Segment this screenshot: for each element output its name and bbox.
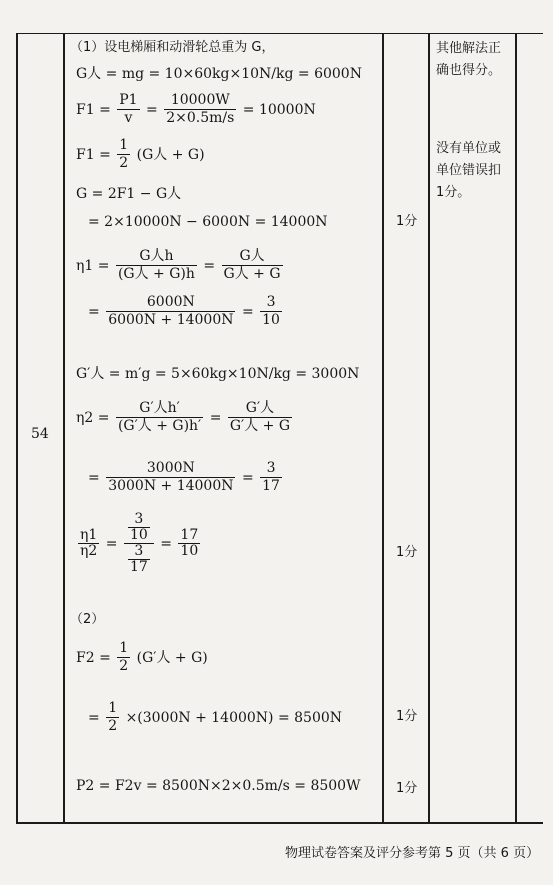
eq-p2: P2 = F2v = 8500N×2×0.5m/s = 8500W [76,778,361,794]
eq-g-person: G人 = mg = 10×60kg×10N/kg = 6000N [76,66,362,82]
eq-eta2: η2 = $\frac{\text{G′人h′}}{\text{(G′人 + G)h′}}$ = $\frac{\text{G′人}}{\text{G′人 + G}}$ [76,400,291,434]
col-divider-1 [63,33,65,823]
eq-f2-calc: = $\frac{1}{2}$ ×(3000N + 14000N) = 8500N [88,700,343,734]
score-3: 1分 [396,709,418,724]
note-unit-1: 没有单位或 [436,141,502,156]
table-left-border [16,33,18,823]
eq-eta2-value: = $\frac{3000N}{3000N + 14000N}$ = $\frac{3}{17}$ [88,460,280,494]
table-bottom-border [16,822,543,824]
note-alt-method-2: 确也得分。 [436,63,502,78]
col-divider-3 [428,33,430,823]
eq-g-calc: = 2×10000N − 6000N = 14000N [88,214,328,230]
note-unit-3: 1分。 [436,185,471,200]
page-footer: 物理试卷答案及评分参考第 5 页（共 6 页） [285,846,540,861]
eq-eta-ratio: $\frac{\eta 1}{\eta 2}$ = $\frac{\frac{3}{10}}{\frac{3}{17}}$ = $\frac{17}{10}$ [80,511,199,575]
eq-f1-half: F1 = $\frac{1}{2}$ (G人 + G) [76,137,205,171]
eq-f2: F2 = $\frac{1}{2}$ (G′人 + G) [76,640,208,674]
eq-eta1-value: = $\frac{6000N}{6000N + 14000N}$ = $\frac{3}{10}$ [88,294,280,328]
part1-label: （1）设电梯厢和动滑轮总重为 G， [70,40,275,55]
score-1: 1分 [396,214,418,229]
eq-g-person2: G′人 = m′g = 5×60kg×10N/kg = 3000N [76,366,360,382]
note-unit-2: 单位错误扣 [436,163,502,178]
table-top-border [16,33,543,34]
question-number: 54 [31,426,49,442]
eq-eta1: η1 = $\frac{\text{G人h}}{\text{(G人 + G)h}}$ = $\frac{\text{G人}}{\text{G人 + G}}$ [76,248,281,282]
score-2: 1分 [396,545,418,560]
part2-label: （2） [70,612,105,627]
col-divider-2 [382,33,384,823]
score-4: 1分 [396,781,418,796]
col-divider-4 [515,33,517,823]
eq-f1-power: F1 = $\frac{P1}{v}$ = $\frac{10000W}{2\times 0.5m/s}$ = 10000N [76,92,316,126]
note-alt-method-1: 其他解法正 [436,41,502,56]
eq-g: G = 2F1 − G人 [76,186,182,202]
